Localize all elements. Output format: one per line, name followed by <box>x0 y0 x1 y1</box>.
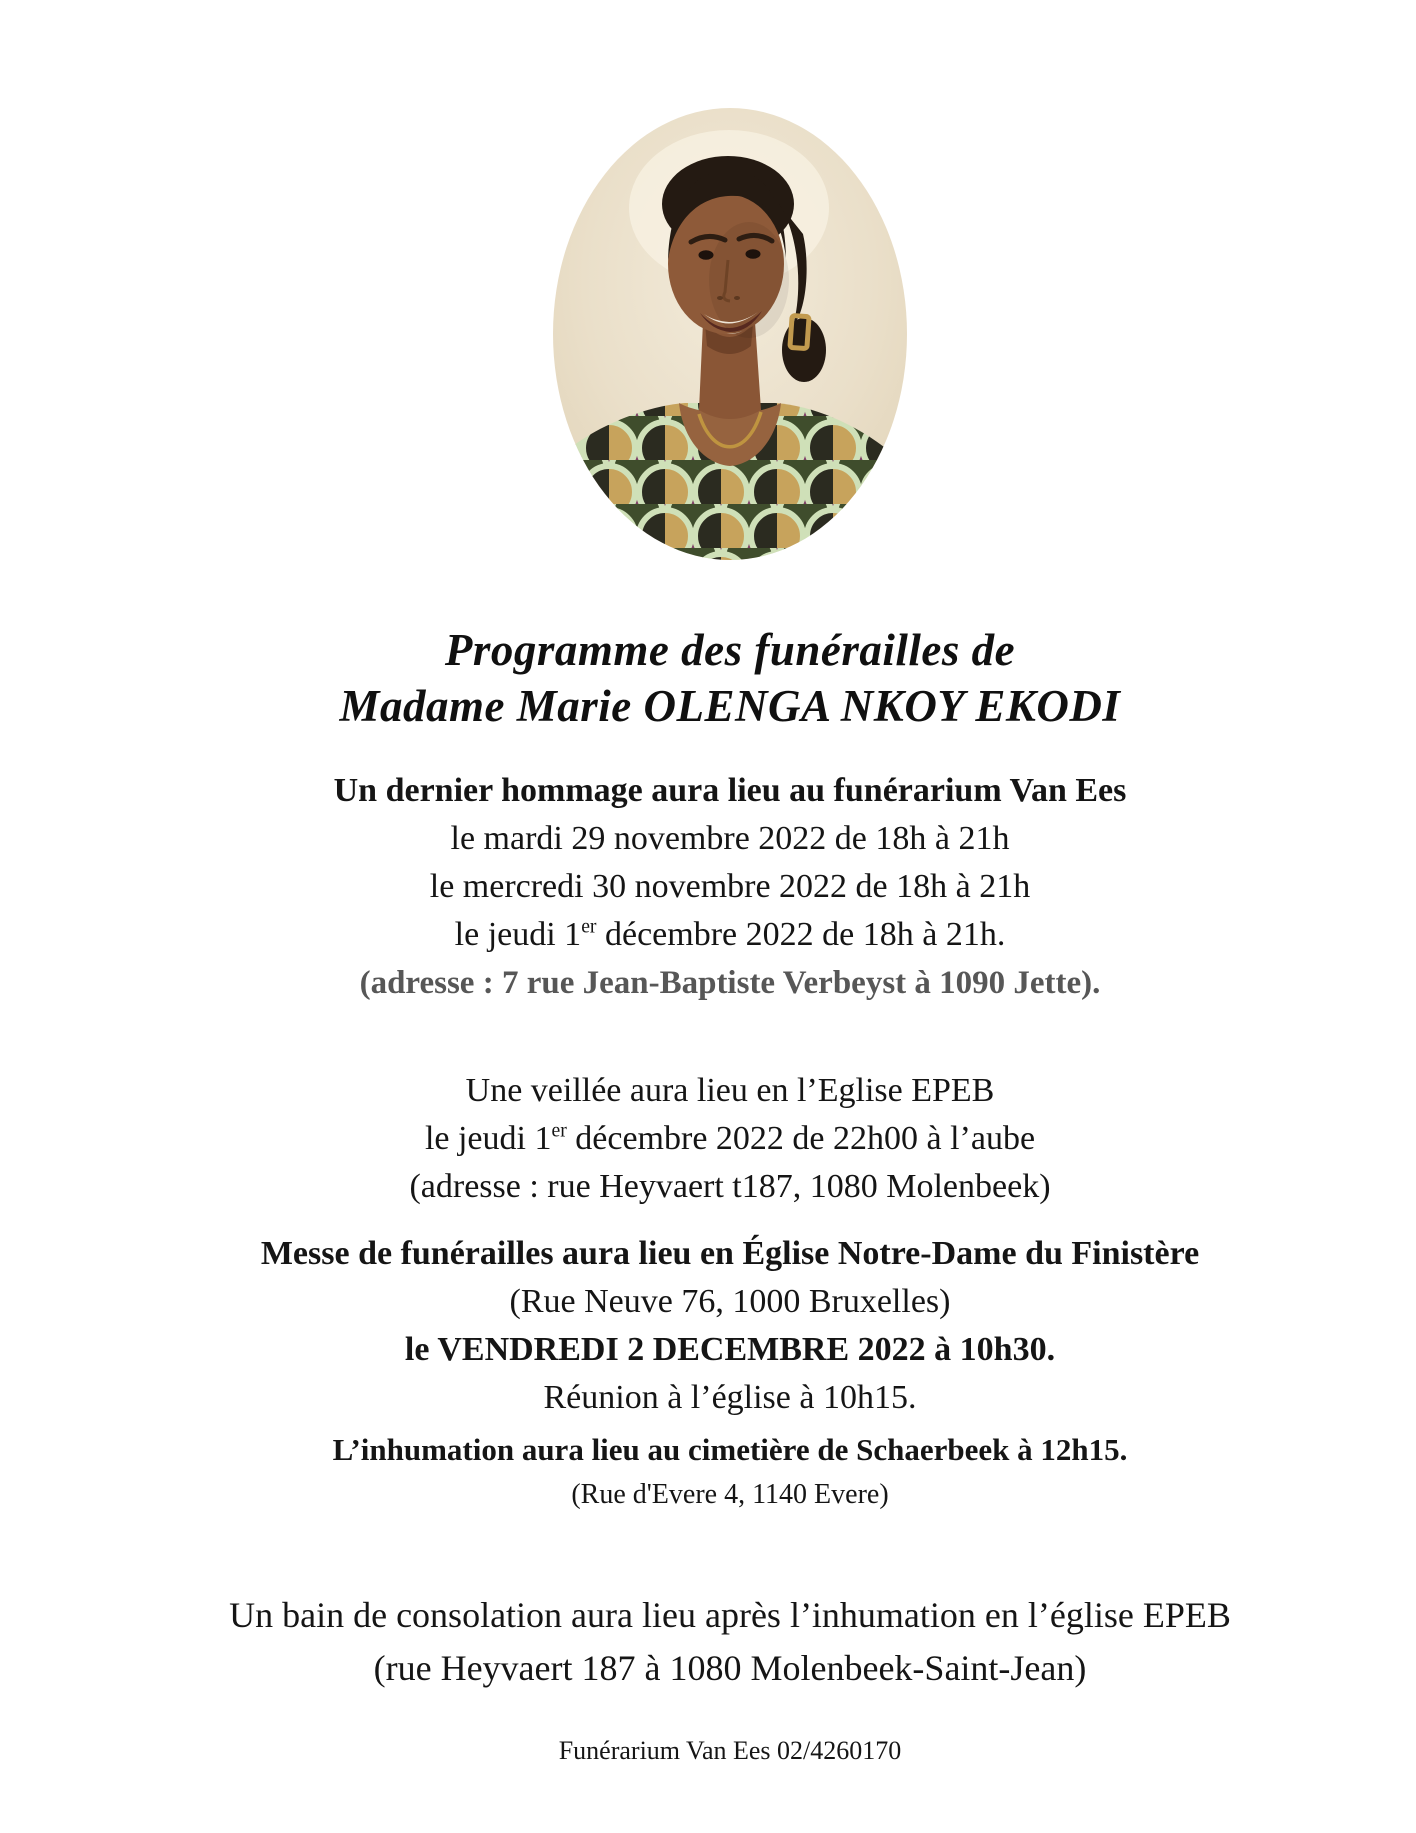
tribute-date-2: le mercredi 30 novembre 2022 de 18h à 21h <box>429 868 1031 905</box>
title-line-1: Programme des funérailles de <box>444 625 1016 675</box>
consolation-line: Un bain de consolation aura lieu après l’inhumation en l’église EPEB <box>229 1595 1231 1635</box>
mass-heading: Messe de funérailles aura lieu en Église Notre-Dame du Finistère <box>260 1235 1200 1272</box>
portrait-photo-illustration <box>553 108 907 560</box>
section-mass <box>44 1230 1416 1422</box>
section-burial <box>44 1427 1416 1517</box>
mass-date: le VENDREDI 2 DECEMBRE 2022 à 10h30. <box>404 1331 1056 1368</box>
tribute-date-3-ordinal: er <box>581 915 597 938</box>
title-line-2: Madame Marie OLENGA NKOY EKODI <box>339 681 1121 731</box>
mass-meeting-time: Réunion à l’église à 10h15. <box>543 1379 917 1416</box>
vigil-date-post: décembre 2022 de 22h00 à l’aube <box>566 1120 1036 1157</box>
burial-heading: L’inhumation aura lieu au cimetière de Schaerbeek à 12h15. <box>332 1432 1128 1467</box>
tribute-date-3-pre: le jeudi 1 <box>454 916 582 953</box>
program-title <box>44 622 1416 734</box>
vigil-date-pre: le jeudi 1 <box>424 1120 552 1157</box>
vigil-date-ordinal: er <box>551 1119 567 1142</box>
tribute-date-3-post: décembre 2022 de 18h à 21h. <box>596 916 1006 953</box>
portrait-photo <box>553 108 907 560</box>
funerarium-footer: Funérarium Van Ees 02/4260170 <box>558 1736 902 1765</box>
section-consolation <box>44 1589 1416 1695</box>
funerarium-address: (adresse : 7 rue Jean-Baptiste Verbeyst à 1090 Jette). <box>359 965 1101 1001</box>
vigil-address: (adresse : rue Heyvaert t187, 1080 Molenbeek) <box>409 1168 1051 1205</box>
consolation-address: (rue Heyvaert 187 à 1080 Molenbeek-Saint-Jean) <box>373 1648 1087 1688</box>
section-vigil <box>44 1067 1416 1211</box>
burial-address: (Rue d'Evere 4, 1140 Evere) <box>571 1479 889 1510</box>
tribute-heading: Un dernier hommage aura lieu au funérarium Van Ees <box>333 772 1127 809</box>
tribute-date-1: le mardi 29 novembre 2022 de 18h à 21h <box>450 820 1010 857</box>
vigil-line: Une veillée aura lieu en l’Eglise EPEB <box>465 1072 995 1109</box>
mass-address: (Rue Neuve 76, 1000 Bruxelles) <box>509 1283 951 1320</box>
vigil-date <box>44 1115 1416 1163</box>
section-last-tribute <box>44 767 1416 1007</box>
tribute-date-3 <box>44 911 1416 959</box>
